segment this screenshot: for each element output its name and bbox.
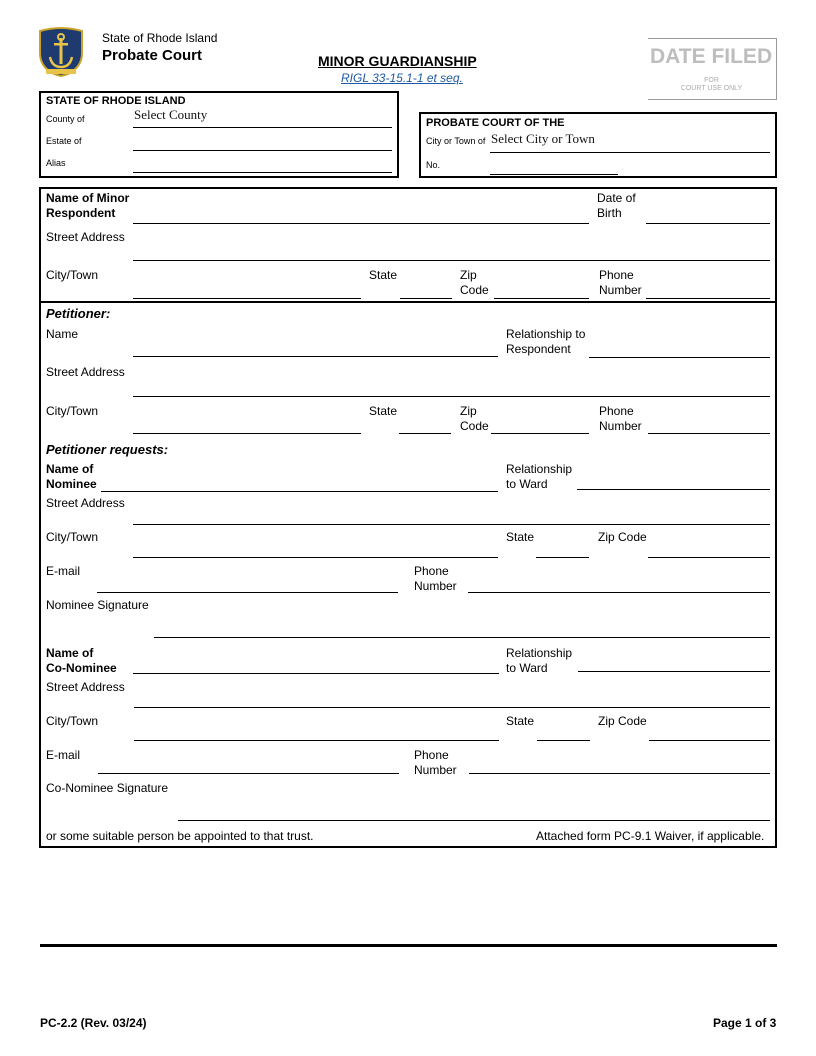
nominee-relationship-input[interactable] xyxy=(577,489,770,490)
nominee-email-input[interactable] xyxy=(97,592,398,593)
co-nominee-name-label: Name of Co-Nominee xyxy=(46,646,117,675)
co-nominee-phone-input[interactable] xyxy=(469,773,770,774)
minor-street-label: Street Address xyxy=(46,230,125,244)
nominee-state-input[interactable] xyxy=(536,557,589,558)
trust-note: or some suitable person be appointed to that trust. xyxy=(46,829,314,843)
court-name: Probate Court xyxy=(102,47,203,64)
state-seal-logo xyxy=(38,27,84,77)
nominee-state-label: State xyxy=(506,530,535,544)
minor-state-label: State xyxy=(369,268,398,282)
petitioner-city-input[interactable] xyxy=(133,433,361,434)
minor-dob-input[interactable] xyxy=(646,223,770,224)
petitioner-relationship-label: Relationship to Respondent xyxy=(506,327,586,356)
nominee-signature-input[interactable] xyxy=(154,637,770,638)
date-filed-label: DATE FILED xyxy=(650,45,773,68)
petitioner-phone-label: Phone Number xyxy=(599,404,642,433)
nominee-street-input[interactable] xyxy=(133,524,770,525)
statute-link[interactable]: RIGL 33-15.1-1 et seq. xyxy=(341,71,463,85)
minor-phone-label: Phone Number xyxy=(599,268,642,297)
minor-zip-input[interactable] xyxy=(494,298,589,299)
petitioner-section-box xyxy=(39,301,777,848)
petitioner-city-label: City/Town xyxy=(46,404,99,418)
form-title: MINOR GUARDIANSHIP xyxy=(318,53,477,69)
co-nominee-zip-input[interactable] xyxy=(649,740,770,741)
estate-label: Estate of xyxy=(46,136,82,146)
case-no-label: No. xyxy=(426,160,441,170)
county-underline xyxy=(133,127,392,128)
petitioner-zip-label: Zip Code xyxy=(460,404,489,433)
co-nominee-signature-input[interactable] xyxy=(178,820,770,821)
minor-dob-label: Date of Birth xyxy=(597,191,636,220)
petitioner-street-input[interactable] xyxy=(133,396,770,397)
nominee-relationship-label: Relationship to Ward xyxy=(506,462,573,491)
nominee-name-input[interactable] xyxy=(101,491,498,492)
nominee-zip-input[interactable] xyxy=(648,557,770,558)
estate-input[interactable] xyxy=(133,150,392,151)
nominee-city-label: City/Town xyxy=(46,530,99,544)
page-number: Page 1 of 3 xyxy=(713,1016,777,1030)
co-nominee-relationship-label: Relationship to Ward xyxy=(506,646,573,675)
county-label: County of xyxy=(46,114,85,124)
petitioner-state-input[interactable] xyxy=(399,433,451,434)
alias-input[interactable] xyxy=(133,172,392,173)
nominee-zip-label: Zip Code xyxy=(598,530,647,544)
alias-label: Alias xyxy=(46,158,66,168)
petitioner-name-input[interactable] xyxy=(133,356,498,357)
co-nominee-city-input[interactable] xyxy=(134,740,499,741)
nominee-street-label: Street Address xyxy=(46,496,125,510)
minor-section-box xyxy=(39,187,777,303)
minor-state-input[interactable] xyxy=(400,298,452,299)
co-nominee-zip-label: Zip Code xyxy=(598,714,647,728)
co-nominee-name-input[interactable] xyxy=(133,673,499,674)
co-nominee-state-label: State xyxy=(506,714,535,728)
co-nominee-email-input[interactable] xyxy=(98,773,399,774)
city-underline xyxy=(490,152,770,153)
footer-divider xyxy=(40,944,777,947)
petitioner-state-label: State xyxy=(369,404,398,418)
minor-name-input[interactable] xyxy=(133,223,589,224)
requests-section-title: Petitioner requests: xyxy=(46,442,169,457)
co-nominee-city-label: City/Town xyxy=(46,714,99,728)
petitioner-name-label: Name xyxy=(46,327,79,341)
county-select[interactable]: Select County xyxy=(134,107,208,122)
nominee-phone-input[interactable] xyxy=(468,592,770,593)
nominee-name-label: Name of Nominee xyxy=(46,462,97,491)
caption-right-heading: PROBATE COURT OF THE xyxy=(426,117,565,129)
minor-zip-label: Zip Code xyxy=(460,268,489,297)
petitioner-relationship-input[interactable] xyxy=(589,357,770,358)
city-of-label: City or Town of xyxy=(426,136,486,146)
petitioner-street-label: Street Address xyxy=(46,365,125,379)
co-nominee-relationship-input[interactable] xyxy=(578,671,770,672)
petitioner-section-title: Petitioner: xyxy=(46,306,111,321)
minor-city-label: City/Town xyxy=(46,268,99,282)
nominee-phone-label: Phone Number xyxy=(414,564,457,593)
form-number: PC-2.2 (Rev. 03/24) xyxy=(40,1016,147,1030)
city-select[interactable]: Select City or Town xyxy=(491,131,595,146)
court-use-only-label: COURT USE ONLY xyxy=(680,85,743,92)
waiver-note: Attached form PC-9.1 Waiver, if applicable. xyxy=(536,829,765,843)
caption-left-heading: STATE OF RHODE ISLAND xyxy=(46,95,186,107)
petitioner-zip-input[interactable] xyxy=(491,433,589,434)
case-no-input[interactable] xyxy=(490,174,618,175)
date-filed-box xyxy=(648,38,777,100)
minor-name-label: Name of Minor Respondent xyxy=(46,191,130,220)
co-nominee-street-label: Street Address xyxy=(46,680,125,694)
for-label: FOR xyxy=(704,77,719,84)
nominee-city-input[interactable] xyxy=(133,557,498,558)
co-nominee-signature-label: Co-Nominee Signature xyxy=(46,781,169,795)
co-nominee-street-input[interactable] xyxy=(134,707,770,708)
co-nominee-phone-label: Phone Number xyxy=(414,748,457,777)
co-nominee-state-input[interactable] xyxy=(537,740,590,741)
nominee-signature-label: Nominee Signature xyxy=(46,598,149,612)
minor-phone-input[interactable] xyxy=(646,298,770,299)
state-line: State of Rhode Island xyxy=(102,31,218,45)
co-nominee-email-label: E-mail xyxy=(46,748,81,762)
minor-street-input[interactable] xyxy=(133,260,770,261)
minor-city-input[interactable] xyxy=(133,298,361,299)
petitioner-phone-input[interactable] xyxy=(648,433,770,434)
nominee-email-label: E-mail xyxy=(46,564,81,578)
